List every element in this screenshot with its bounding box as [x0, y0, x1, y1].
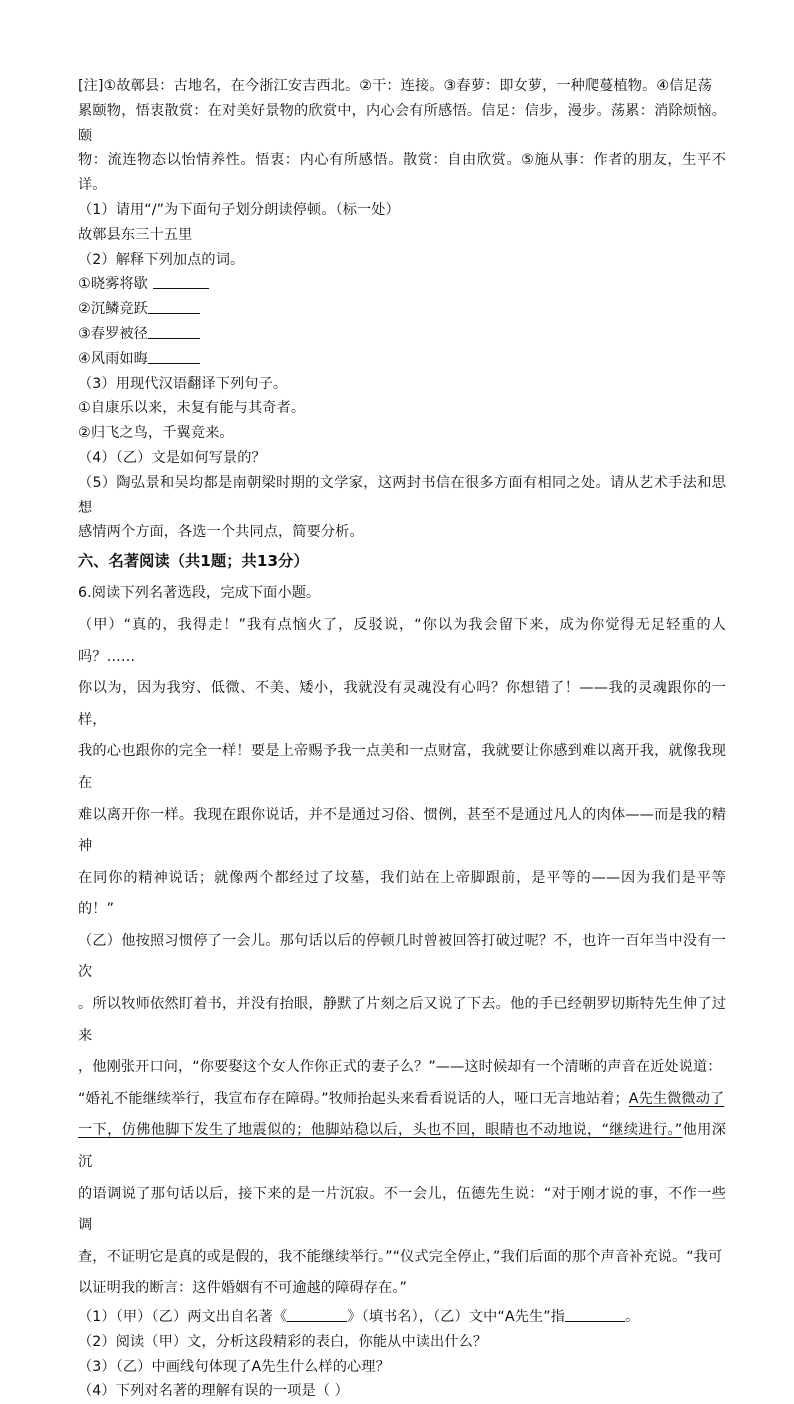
passage-b-line: （乙）他按照习惯停了一会儿。那句话以后的停顿几时曾被回答打破过呢？不，也许一百年当中没有一次 [78, 932, 726, 981]
annotation-note [78, 74, 726, 198]
name-question-2: （2）阅读（甲）文，分析这段精彩的表白，你能从中读出什么？ [78, 1333, 488, 1350]
question-text: （1）（甲）（乙）两文出自名著《 [78, 1309, 288, 1325]
question-2-item [78, 322, 726, 347]
passage-a-line: 在同你的精神说话；就像两个都经过了坟墓，我们站在上帝脚跟前，是平等的——因为我们是平等的！” [78, 869, 726, 918]
passage-b-line [78, 1115, 726, 1178]
passage-a-line: 你以为，因为我穷、低微、不美、矮小，我就没有灵魂没有心吗？你想错了！——我的灵魂跟你的一样， [78, 680, 726, 728]
question-2-item-text: ③春罗被径 [78, 325, 148, 342]
answer-blank[interactable] [148, 349, 200, 364]
note-line-1: [注]①故鄣县：古地名，在今浙江安吉西北。②干：连接。③春萝：即女萝，一种爬蔓植物。④信足荡 [78, 78, 713, 94]
passage-text: “婚礼不能继续举行，我宣布存在障碍。”牧师抬起头来看看说话的人，哑口无言地站着； [78, 1090, 629, 1107]
answer-blank[interactable] [148, 324, 200, 339]
question-3-item: ①自康乐以来，未复有能与其奇者。 [78, 400, 306, 417]
passage-b-line: 以证明我的断言：这件婚姻有不可逾越的障碍存在。” [78, 1280, 407, 1297]
name-question-3: （3）（乙）中画线句体现了A先生什么样的心理？ [78, 1358, 390, 1375]
question-2: （2）解释下列加点的词。 [78, 251, 245, 268]
passage-b-line: 。所以牧师依然盯着书，并没有抬眼，静默了片刻之后又说了下去。他的手已经朝罗切斯特先生伸了过来 [78, 996, 726, 1044]
section-intro: 6.阅读下列名著选段，完成下面小题。 [78, 585, 321, 602]
passage-a-line: 我的心也跟你的完全一样！要是上帝赐予我一点美和一点财富，我就要让你感到难以离开我，就像我现在 [78, 743, 726, 791]
questions-part-a [78, 198, 726, 545]
question-2-item-text: ②沉鳞竞跃 [78, 301, 148, 318]
section-heading: 六、名著阅读（共1题；共13分） [78, 552, 309, 571]
passage-b-line [78, 1084, 726, 1116]
underlined-sentence: A先生微微动了 [628, 1090, 725, 1107]
question-2-item [78, 272, 726, 297]
question-1: （1）请用“/”为下面句子划分朗读停顿。（标一处） [78, 201, 400, 218]
question-5-line-1: （5）陶弘景和吴均都是南朝梁时期的文学家，这两封书信在很多方面有相同之处。请从艺术手法和思想 [78, 474, 726, 516]
questions-part-b [78, 1305, 726, 1404]
passage-b-line: 的语调说了那句话以后，接下来的是一片沉寂。不一会儿，伍德先生说：“对于刚才说的事，不作一些调 [78, 1185, 726, 1234]
question-2-item-text: ①晓雾将歇 [78, 276, 148, 293]
answer-blank[interactable] [148, 299, 200, 314]
question-5-line-2: 感情两个方面，各选一个共同点，简要分析。 [78, 524, 364, 541]
book-title-blank[interactable] [287, 1307, 347, 1322]
underlined-sentence: 一下，仿佛他脚下发生了地震似的；他脚站稳以后，头也不回，眼睛也不动地说，“继续进行。” [78, 1122, 683, 1139]
passage-a-line: 难以离开你一样。我现在跟你说话，并不是通过习俗、惯例，甚至不是通过凡人的肉体——而是我的精神 [78, 806, 726, 855]
question-2-item [78, 347, 726, 372]
name-question-4: （4）下列对名著的理解有误的一项是（ ） [78, 1383, 349, 1400]
passage-text: 他用深沉 [78, 1122, 726, 1171]
question-2-item [78, 297, 726, 322]
reading-passage [78, 610, 726, 1305]
question-2-item-text: ④风雨如晦 [78, 350, 148, 367]
answer-blank[interactable] [565, 1307, 625, 1322]
question-4: （4）（乙）文是如何写景的？ [78, 449, 266, 466]
note-line-3: 物：流连物态以怡情养性。悟衷：内心有所感悟。散赏：自由欣赏。⑤施从事：作者的朋友，生平不详。 [78, 152, 726, 194]
note-line-2: 累颐物，悟衷散赏：在对美好景物的欣赏中，内心会有所感悟。信足：信步，漫步。荡累：消除烦恼。颐 [78, 102, 726, 144]
passage-b-line: 查，不证明它是真的或是假的，我不能继续举行。”“仪式完全停止，”我们后面的那个声音补充说。“我可 [78, 1248, 723, 1265]
passage-b-line: ，他刚张开口问，“你要娶这个女人作你正式的妻子么？”——这时候却有一个清晰的声音在近处说道： [78, 1059, 722, 1076]
answer-blank[interactable] [153, 274, 209, 289]
passage-a-line: （甲）“真的，我得走！”我有点恼火了，反驳说，“你以为我会留下来，成为你觉得无足轻重的人吗？…… [78, 616, 726, 665]
question-3-item: ②归飞之鸟，千翼竞来。 [78, 425, 234, 442]
name-question-1 [78, 1305, 726, 1330]
question-text: 。 [624, 1309, 640, 1325]
question-1-sentence: 故鄣县东三十五里 [78, 226, 193, 243]
question-text: 》（填书名），（乙）文中“A先生”指 [347, 1309, 565, 1325]
question-3: （3）用现代汉语翻译下列句子。 [78, 375, 288, 392]
